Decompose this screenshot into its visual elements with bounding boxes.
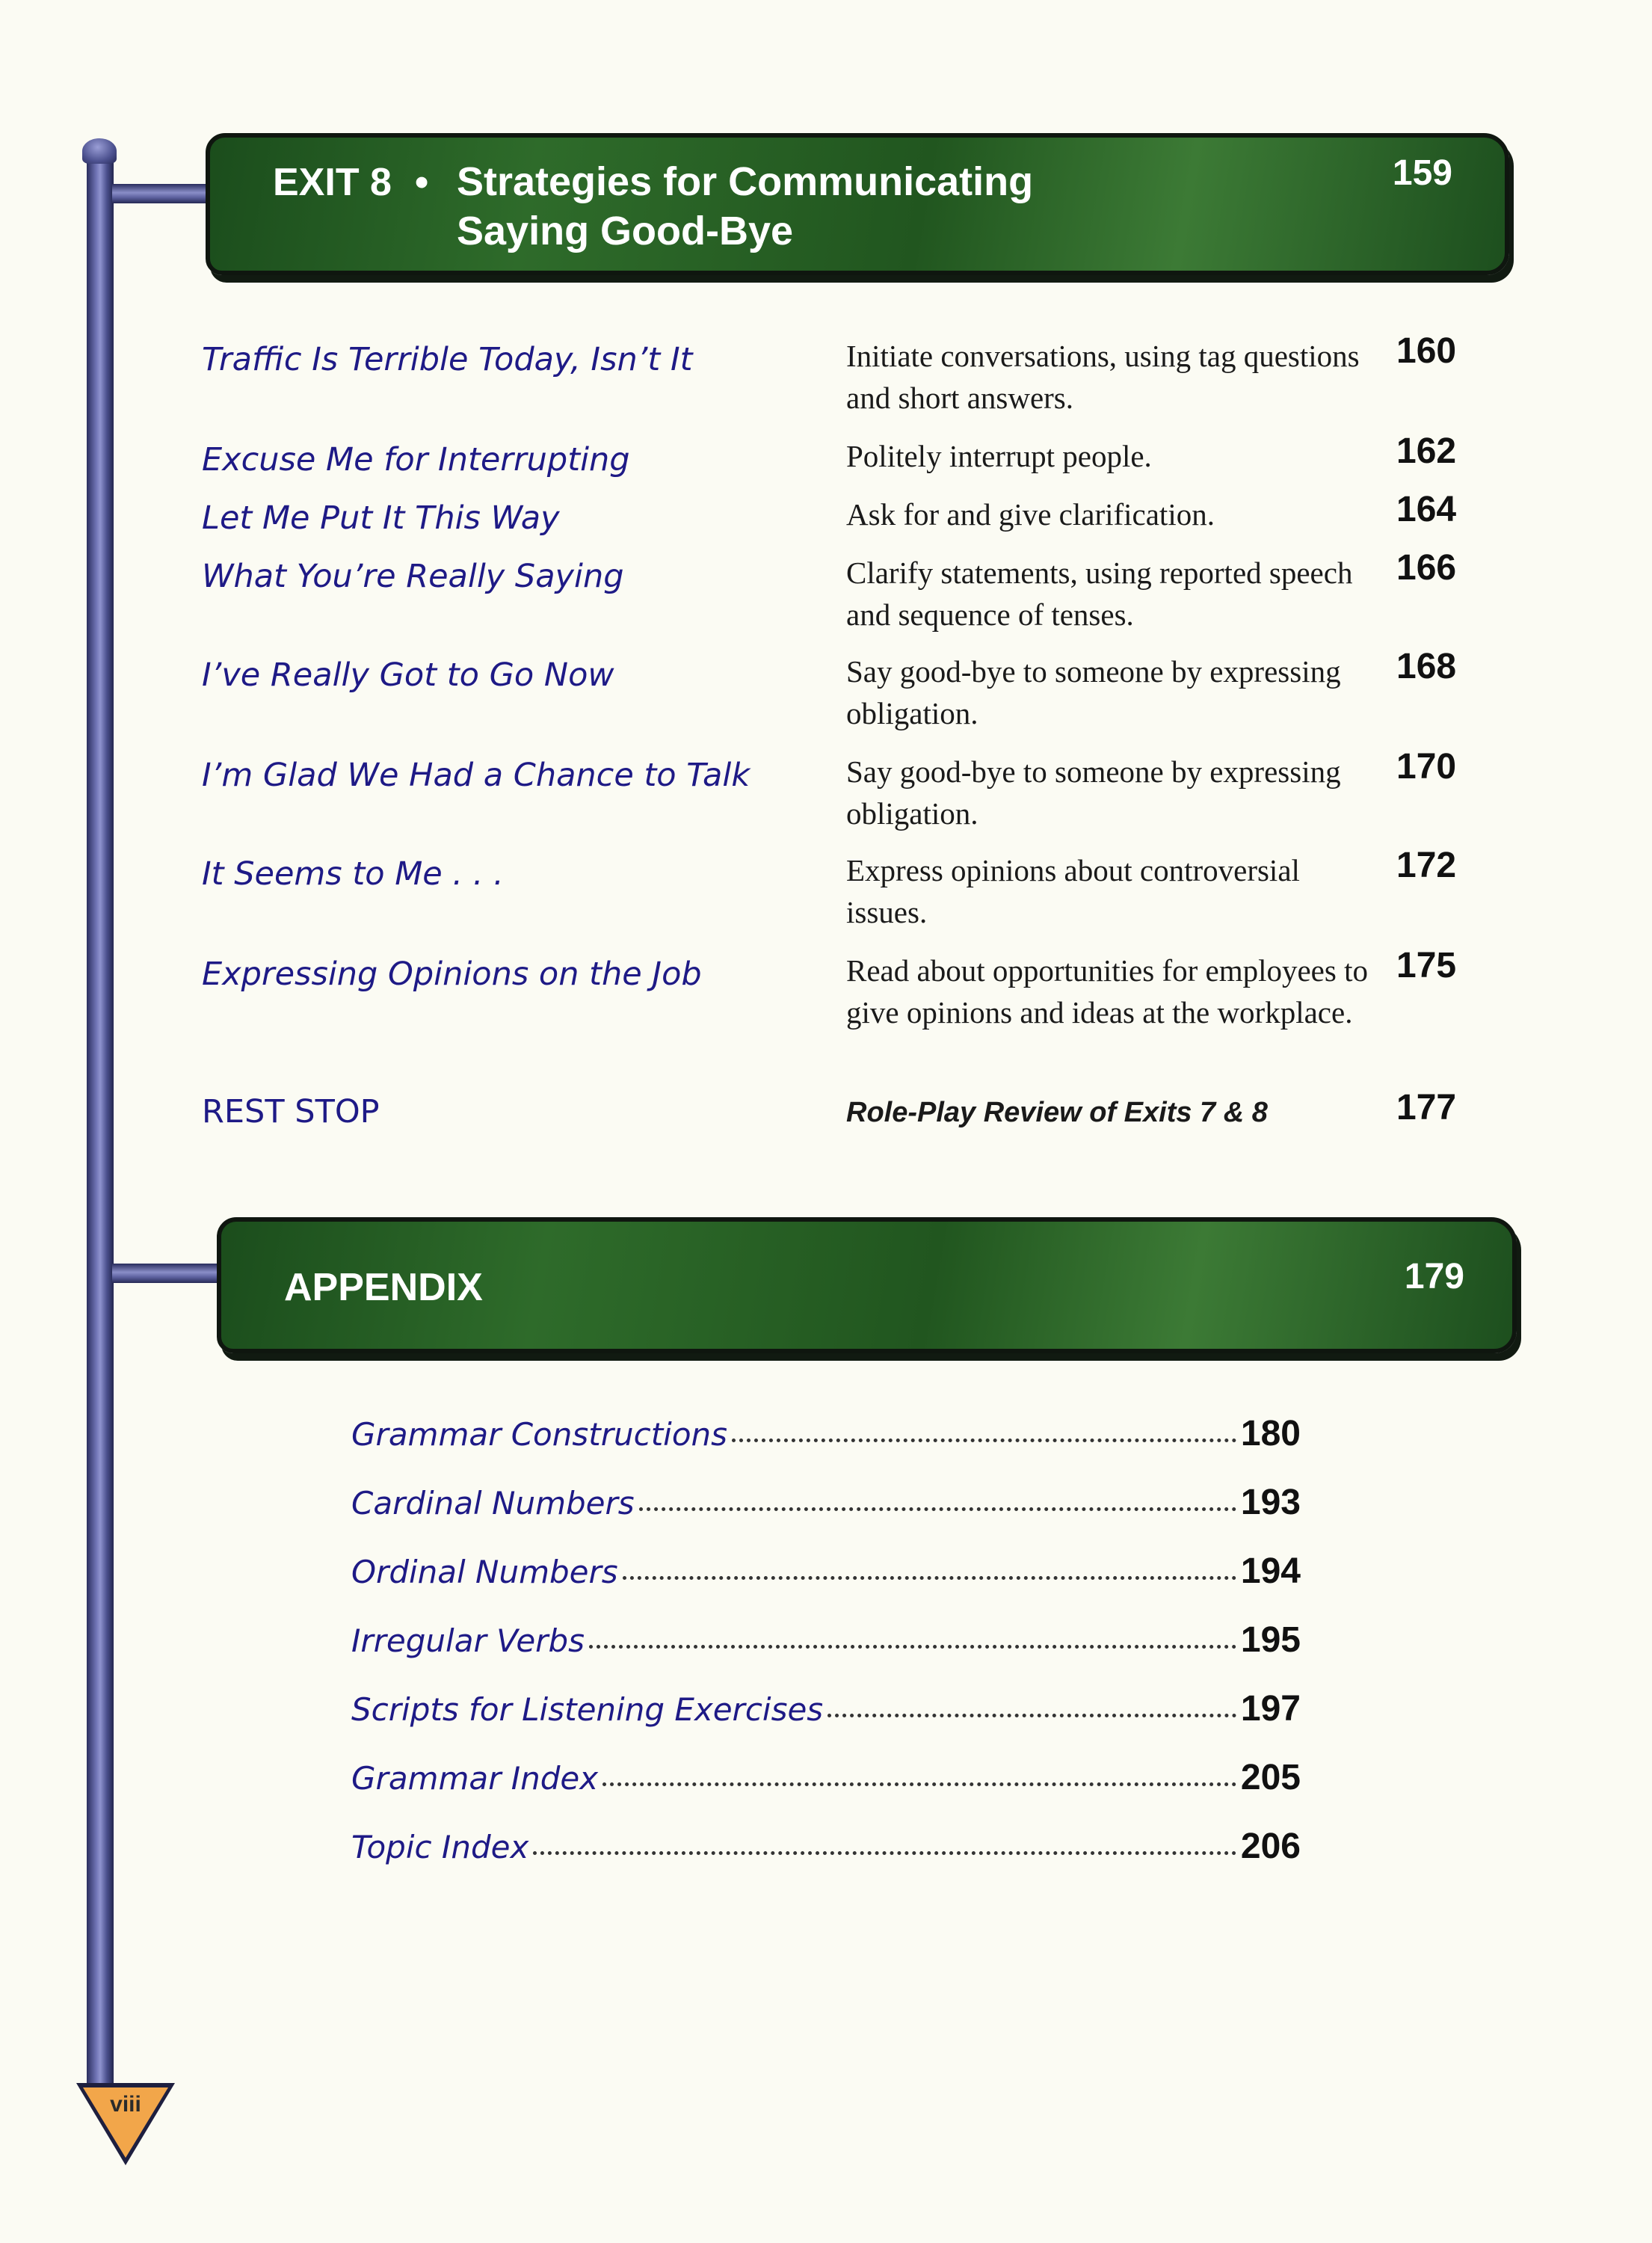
appendix-item-title[interactable]: Grammar Index (351, 1760, 599, 1797)
lesson-title[interactable]: I’m Glad We Had a Chance to Talk (202, 757, 751, 794)
exit-title-line2: Saying Good-Bye (457, 209, 794, 253)
appendix-banner (217, 1217, 1517, 1353)
lesson-page[interactable]: 168 (1396, 647, 1457, 686)
appendix-item-page[interactable]: 194 (1240, 1551, 1301, 1591)
appendix-item-title[interactable]: Topic Index (351, 1829, 529, 1865)
appendix-item-page[interactable]: 197 (1240, 1689, 1301, 1729)
lesson-description: Express opinions about controversial issues. (846, 853, 1300, 929)
lesson-title[interactable]: Let Me Put It This Way (202, 499, 560, 537)
lesson-description: Politely interrupt people. (846, 439, 1152, 473)
lesson-title[interactable]: What You’re Really Saying (202, 558, 624, 595)
appendix-item-page[interactable]: 206 (1240, 1827, 1301, 1866)
appendix-item[interactable] (351, 1826, 1301, 1871)
appendix-item-title[interactable]: Scripts for Listening Exercises (351, 1691, 824, 1728)
lesson-row[interactable] (202, 747, 1473, 840)
lesson-row[interactable] (202, 946, 1473, 1084)
lesson-title[interactable]: It Seems to Me . . . (202, 855, 504, 893)
signpost-arm-exit8 (112, 184, 217, 203)
lesson-row[interactable] (202, 846, 1473, 939)
dot-leader (827, 1713, 1236, 1717)
lesson-page[interactable]: 175 (1396, 946, 1457, 985)
lesson-description: Initiate conversations, using tag questions and short answers. (846, 339, 1360, 415)
lesson-description: Ask for and give clarification. (846, 497, 1215, 532)
appendix-page: 179 (1404, 1257, 1464, 1296)
appendix-item-title[interactable]: Cardinal Numbers (351, 1485, 635, 1522)
lesson-page[interactable]: 166 (1396, 548, 1457, 588)
lesson-title[interactable]: Expressing Opinions on the Job (202, 956, 702, 993)
lesson-title[interactable]: Excuse Me for Interrupting (202, 441, 630, 479)
lesson-description: Say good-bye to someone by expressing obligation. (846, 754, 1341, 831)
lesson-page[interactable]: 162 (1396, 431, 1457, 471)
lesson-title[interactable]: I’ve Really Got to Go Now (202, 656, 614, 694)
appendix-item[interactable] (351, 1688, 1301, 1733)
dot-leader (589, 1644, 1236, 1649)
appendix-item[interactable] (351, 1413, 1301, 1458)
lesson-row[interactable] (202, 331, 1473, 425)
exit-page: 159 (1392, 153, 1452, 193)
rest-stop-title[interactable]: REST STOP (202, 1093, 380, 1130)
signpost-pole (87, 150, 114, 2093)
dot-leader (639, 1507, 1236, 1511)
lesson-page[interactable]: 172 (1396, 846, 1457, 885)
lesson-row[interactable] (202, 548, 1473, 641)
lesson-page[interactable]: 160 (1396, 331, 1457, 371)
lesson-description: Read about opportunities for employees to give opinions and ideas at the workplace. (846, 953, 1368, 1030)
lesson-page[interactable]: 170 (1396, 747, 1457, 787)
appendix-item-page[interactable]: 195 (1240, 1620, 1301, 1660)
bullet-icon: • (415, 161, 429, 204)
page-number: viii (110, 2092, 141, 2117)
signpost-arm-appendix (112, 1264, 224, 1283)
lesson-title[interactable]: Traffic Is Terrible Today, Isn’t It (202, 341, 693, 378)
dot-leader (623, 1575, 1236, 1580)
appendix-item-page[interactable]: 193 (1240, 1483, 1301, 1522)
dot-leader (732, 1438, 1236, 1442)
appendix-item-title[interactable]: Ordinal Numbers (351, 1554, 618, 1590)
appendix-item-page[interactable]: 180 (1240, 1414, 1301, 1453)
appendix-item-title[interactable]: Irregular Verbs (351, 1622, 585, 1659)
rest-stop-description: Role-Play Review of Exits 7 & 8 (846, 1097, 1268, 1128)
appendix-item[interactable] (351, 1482, 1301, 1527)
appendix-item-page[interactable]: 205 (1240, 1758, 1301, 1797)
appendix-label: APPENDIX (284, 1266, 483, 1309)
lesson-description: Say good-bye to someone by expressing obligation. (846, 654, 1341, 730)
appendix-item[interactable] (351, 1551, 1301, 1596)
appendix-item[interactable] (351, 1619, 1301, 1664)
lesson-page[interactable]: 177 (1396, 1088, 1457, 1127)
exit8-banner (206, 133, 1509, 275)
lesson-row[interactable] (202, 647, 1473, 740)
appendix-item[interactable] (351, 1757, 1301, 1802)
appendix-item-title[interactable]: Grammar Constructions (351, 1416, 728, 1453)
dot-leader (602, 1782, 1236, 1786)
exit-label: EXIT 8 (273, 161, 392, 204)
signpost-cap (82, 138, 117, 164)
lesson-page[interactable]: 164 (1396, 490, 1457, 529)
lesson-row[interactable] (202, 1088, 1473, 1144)
exit-title (457, 157, 1033, 256)
lesson-description: Clarify statements, using reported speech and sequence of tenses. (846, 556, 1353, 632)
exit-title-line1: Strategies for Communicating (457, 159, 1034, 204)
dot-leader (533, 1850, 1236, 1855)
